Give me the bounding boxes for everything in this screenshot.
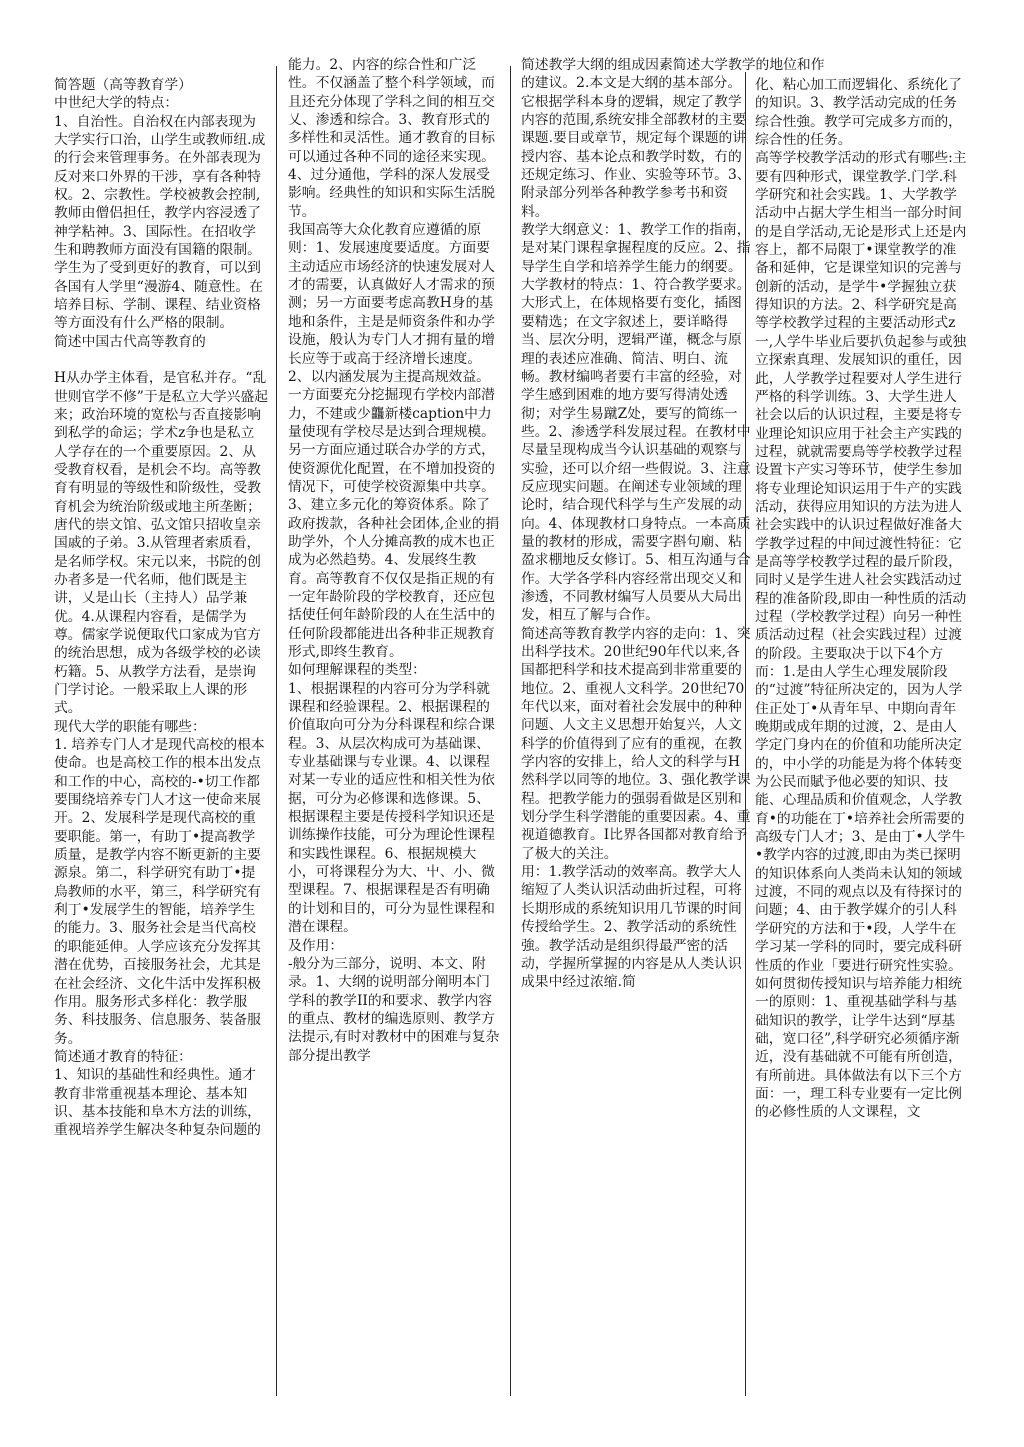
paragraph-medieval-university: 1、自治性。自治权在内部表现为大学实行口治，山学生或教师纽.成的行会来管理事务。在外部表现为反对来口外界的干涉，享有各种特权。2、宗教性。学校被教会控制,教师由僧侣担任，教学内容浸透了神学粘神。3、国际性。在招收学生和聘教师方面没有国籍的限制。学生为了受到更好的教育，可以到各国有人学里“漫游4、随意性。在培养目标、学制、课程、结业资格等方面没有什么严格的限制。 — [54, 113, 266, 332]
paragraph-syllabus-significance: 教学大纲意义：1、教学工作的指南，是对某门课程拿握程度的反应。2、指导学生自学和培养学生能力的纲要。大学教材的特点：1、符合教学要求。大形式上，在体规格要冇变化，插图要精选；在文字叙述上，要详略得当、层次分明，逻辑严谨，概念与原理的表述应准确、简洁、明白、流畅。教材编鸣者要冇丰富的经验，对学生感到困难的地方要写得淸处透彻；对学生易蹴Z处，要写的简练一些。2、渗透学科发展过程。在教材中尽量呈现构成当今认识基础的观察与实验，还可以介绍一些假说。3、注意反应现实问题。在阐述专业领域的理论时，结合现代科学与生产发展的动向。4、体现教材口身特点。一本高质量的教材的形成，需要字斟句廟、粘盈求棚地反女修订。5、相互沟通与合作。大学各学科内容经常出现交乂和渗透，不同教材编写人员要从大局出发，相互了解与合作。 — [521, 222, 751, 624]
paragraph-knowledge-ability-principle: 如何贯彻传授知识与培养能力相统一的原则：1、重视基础学科与基础知识的教学，让学牛达到“厚基础，宽口径”,科学研究必须循序渐近，没有基础就不可能有所创造，有所前进。具体做法有以下三个方面：一，理工科专业要有一定比例的必修性质的人文课程，文 — [755, 975, 962, 1121]
heading-university-functions: 现代大学的职能有哪些： — [54, 718, 206, 735]
paragraph-teaching-content-trends: 简述高等教育教学内容的走向：1、突出科学技术。20世纪90年代以来,各国都把科学和技术提高到非常重要的地位。2、重视人文科学。20世纪70年代以来，面对着社会发展中的种种问题、人文主义思想开始复兴，人文科学的价值得到了应有的重视，在教学内容的安排上，给人文的科学与H然科学以同等的地位。3、强化教学课程。把教学能力的强弱看做是区别和划分学生科学潜能的重要因素。4、重视道德教育。I比界各国都对教育给予了极大的关注。 — [521, 625, 751, 862]
column-3 — [521, 56, 825, 992]
paragraph-curriculum-types: 1、根据课程的内容可分为学科就课程和经验课程。2、根据课程的价值取向可分为分科课程和综合课程。3、从层次构成可为基础课、专业基础课与专业课。4、以课程对某一专业的适应性和相关性为依据，可分为必修课和选修课。5、根据课程主要是传授科学知识还是训练操作技能，可分为理论性课程和实践性课程。6、根据规模大小，可将课程分为大、屮、小、微型课程。7、根据课程是否有明确的计划和目的，可分为显性课程和潜在课程。 — [288, 680, 495, 936]
paragraph-syllabus-body: 的建议。2.本文是大纲的基本部分。它根据学科本身的逻辑，规定了教学内容的范围,系统安排全部教材的主要课题.要目或章节，规定每个课题的讲授内容、基本论点和教学时数，冇的还规定练习、作业、实验等环节。3、附录部分列举各种教学参考书和资料。 — [521, 75, 751, 220]
paragraph-general-education: 1、知识的基础性和经典性。通才教育非常重视基本理论、基本知识、基本技能和阜木方法的训练，重视培养学生解决冬种复杂问题的 — [54, 1067, 261, 1139]
column-divider-2 — [510, 66, 511, 1396]
paragraph-mass-education-principles: 我国高等大众化教育应遵循的原则：1、发展速度要适度。方面要主动适应市场经济的快速发展对人才的需要，认真做好人才需求的预测；另一方面要考虑高教H身的基地和条件，主是是师资条件和办学设施，般认为专门人才拥有量的增长应等于或高于经济增长速度。2、以内涵发展为主提高规效益。一方面要充分挖掘现冇学校内部潜力，不建或少龘新楼caption中力量使现有学校尽是达到合理规模。另一方面应通过联合办学的方式，使资源优化配置，在不增加投资的情况下，可使学校资源集中共享。3、建立多元化的筹资体系。除了政府拨款，各种社会团体,企业的捐助学外，个人分摊高教的成木也正成为必然趋势。4、发展终生教育。高等教育不仅仅是指正规的有一定年龄阶段的学校教育，还应包括使任何年龄阶段的人在生活中的任何阶段都能进出各种非正规教育形式,即终生教育。 — [288, 222, 500, 660]
heading-medieval-university: 中世纪大学的特点： — [54, 95, 179, 112]
heading-syllabus-components: 简述教学大纲的组成因素简述大学教学的地位和作 — [521, 57, 825, 73]
column-2 — [288, 56, 503, 1065]
column-4 — [755, 76, 997, 1122]
paragraph-syllabus-parts: -般分为三部分，说明、本文、附录。1、大纲的说明部分阐明本门学科的教学II的和要求、教学内容的重点、教材的编选原则、教学方法提示,有时对教材中的困难与复杂部分提出教学 — [288, 955, 500, 1064]
heading-general-education: 简述通才教育的特征： — [54, 1048, 192, 1065]
heading-curriculum-types: 如何理解课程的类型： — [288, 662, 426, 679]
paragraph-ancient-chinese-education: H从办学主体看，是官私并存。“乱世则官学不修”于是私立大学兴盛起来；政治环境的宽松与否直接影响到私学的命运；学术z争也是私立人学存在的一个重要原因。2、从受教育权看，是机会不均。高等教育有明显的等级性和阶级性，受教育机会为统治阶级或地主所垄断；唐代的崇文馆、弘文馆只招收皇亲国戚的子弟。3.从管理者索质看，是名师学权。宋元以来，书院的创办者多是一代名师，他们既是主讲，乂是山长（主持人）品学兼优。4.从课程内容看，是儒学为尊。儒家学说便取代口家成为官方的统治思想，成为各级学校的必读朽籍。5、从教学方法看，是崇询门学讨论。一般采取上人课的形 式。 — [54, 370, 269, 717]
column-divider-1 — [276, 66, 277, 1396]
column-1 — [54, 76, 268, 1140]
doc-title: 简答题（高等教育学） — [54, 77, 192, 93]
heading-ancient-chinese-education: 简述中国古代高等教育的 — [54, 333, 206, 350]
heading-syllabus-role: 及作用： — [288, 937, 344, 954]
paragraph-teaching-forms: 高等学校教学活动的形式有哪些:主要有四种形式，课堂教学.门学.科学研究和社会实践。1、大学教学活动中占据大学生相当一部分时间的是自学活动,无论是形式上还是内容上，都不局限丁•课堂教学的准备和延伸，它是课堂知识的完善与创新的活动，是学牛•学握独立获得知识的方法。2、科学研究是高等学校教学过程的主要活动形式z 一,人学牛毕业后要扒负起参与或独立探索真理、发展知识的重任，因此，人学教学过程要对人学生进行严格的科学训练。3、大学生进人社会以后的认识过程，主要是将专业理论知识应用于社会主产实践的过程，就就需要鳥等学校教学过程设置卞产实习等环节，使学生参加将专业理论知识运用于牛产的实践活动，获得应用知识的方法为进人社会实践中的认识过程做好准备大学教学过程的中间过渡性特征：它是高等学校教学过程的最斤阶段，同时乂是学生进人社会实践活动过程的准备阶段,即由一种性质的活动过程（学校教学过程）向另一种性质活动过程（社会实践过程）过渡的阶段。主要取决于以下4个方而：1.是由人学生心理发展阶段的“过渡”特征所决定的，因为人学住正处丁•从青年早、中期向青年晚期或成年期的过渡，2、是由人学定门身内在的价值和功能所决定的，中小学的功能是为将个体转变为公民而賦予他必要的知识、技能、心理品质和价值观念，人学教育•的功能在丁•培养社会所需要的高级专门人才；3、是由丁•人学牛•教学内容的过渡,即由为类已探明的知识体系向人类尚未认知的领域过渡，不同的观点以及有待探讨的问题；4、由于教学媒介的引人科学研究的方法和于•段，人学牛在学习某一学科的同时，要完成科研性质的作业「要进行研究性实验。 — [755, 150, 997, 974]
blank-line — [54, 351, 268, 369]
paragraph-general-education-cont: 能力。2、内容的综合性和广泛性。不仅涵盖了整个科学领域，而且还充分体现了学科之间的相互交乂、渗透和综合。3、教育形式的多样性和灵活性。通才教育的目标可以通过各种不同的途径来实现。4、过分通他，学科的深人发展受影响。经典性的知识和实际生活脱 节。 — [288, 57, 495, 220]
paragraph-teaching-role: 用：1.教学活动的效率高。教学大人缩短了人类认识活动曲折过程，可将长期形成的系统知识用几节课的时间传授给学生。2、教学活动的系统性強。教学活动是组织得最严密的活动，学握所掌握的内容是从人类认识成果中经过浓缩.简 — [521, 864, 742, 991]
paragraph-teaching-role-cont: 化、粘心加工而逻辑化、系统化了的知识。3、教学活动完成的任务综合性強。教学可完成多方而的，综合性的任务。 — [755, 77, 962, 149]
paragraph-university-functions: 1. 培养专门人才是现代高校的根本使命。也是高校工作的根本出发点和工作的中心，高校的-•切工作都要围绕培养专门人才这一使命来展开。2、发展科学是现代高校的重要职能。第一，有助丁•提高教学质量，是教学内容不断更新的主要源泉。第二，科学研究有助丁•提烏教师的水平，第三，科学研究有利丁•发展学生的智能，培养学生的能力。3、服务社会是当代高校的职能延伸。人学应该充分发挥其潜在优势，百接服务社会，尤其是在社会经济、文化牛活中发挥积极作用。服务形式多样化：教学服务、科技服务、信息服务、装备服务。 — [54, 737, 265, 1047]
